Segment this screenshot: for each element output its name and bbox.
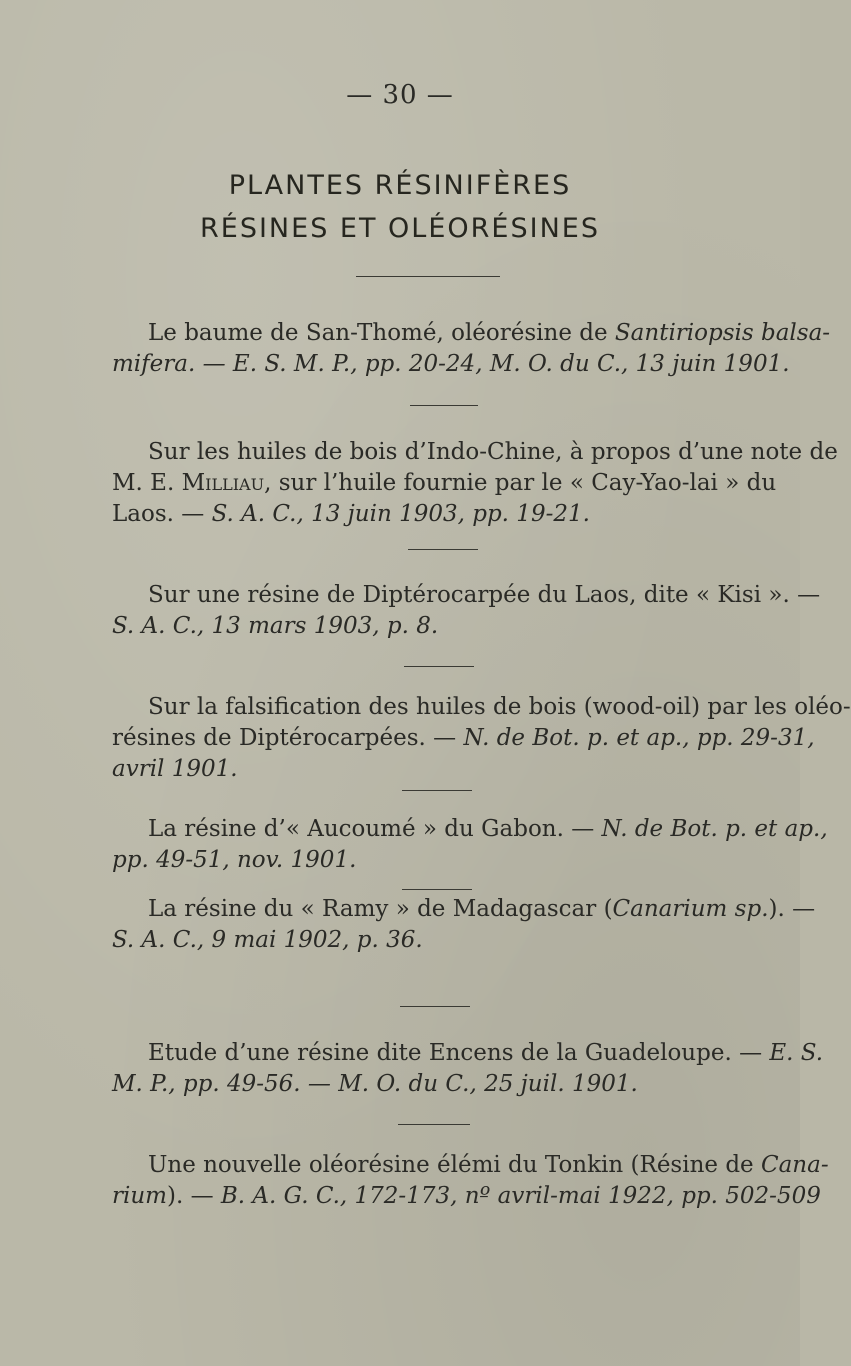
entry-4-line-1: Sur la falsification des huiles de bois (wood-oil) par les oléo- [148, 694, 851, 720]
entry-2-line-2: M. E. Milliau, sur l’huile fournie par le « Cay-Yao-lai » du [112, 470, 777, 496]
entry-4-line-2: résines de Diptérocarpées. — N. de Bot. p. et ap., pp. 29-31, [112, 725, 815, 751]
title-rule [356, 276, 500, 277]
title-line-2: RÉSINES ET OLÉORÉSINES [200, 213, 600, 244]
page-number: — 30 — [346, 80, 454, 110]
entry-2 [112, 437, 838, 530]
entry-5 [112, 814, 828, 876]
entry-5-line-1: La résine d’« Aucoumé » du Gabon. — N. de Bot. p. et ap., [148, 816, 828, 842]
entry-1-line-2: mifera. — E. S. M. P., pp. 20-24, M. O. du C., 13 juin 1901. [112, 351, 790, 377]
separator-rule [402, 790, 472, 791]
title-line-1: PLANTES RÉSINIFÈRES [228, 170, 572, 201]
entry-8 [112, 1150, 829, 1212]
entry-6-line-1: La résine du « Ramy » de Madagascar (Canarium sp.). — [148, 896, 816, 922]
entry-2-line-1: Sur les huiles de bois d’Indo-Chine, à propos d’une note de [148, 439, 838, 465]
entry-7-line-2: M. P., pp. 49-56. — M. O. du C., 25 juil. 1901. [112, 1071, 638, 1097]
entry-3 [112, 580, 821, 642]
entry-3-line-1: Sur une résine de Diptérocarpée du Laos, dite « Kisi ». — [148, 582, 821, 608]
entry-8-line-1: Une nouvelle oléorésine élémi du Tonkin (Résine de Cana- [148, 1152, 829, 1178]
entry-6-line-2: S. A. C., 9 mai 1902, p. 36. [112, 927, 423, 953]
entry-8-line-2: rium). — B. A. G. C., 172-173, nº avril-mai 1922, pp. 502-509 [112, 1183, 821, 1209]
separator-rule [410, 405, 478, 406]
entry-5-line-2: pp. 49-51, nov. 1901. [112, 847, 357, 873]
separator-rule [398, 1124, 470, 1125]
entry-1 [112, 318, 831, 380]
entry-7-line-1: Etude d’une résine dite Encens de la Guadeloupe. — E. S. [148, 1040, 824, 1066]
entry-6 [112, 894, 816, 956]
separator-rule [408, 549, 478, 550]
separator-rule [400, 1006, 470, 1007]
separator-rule [402, 889, 472, 890]
entry-4-line-3: avril 1901. [112, 756, 238, 782]
entry-1-line-1: Le baume de San-Thomé, oléorésine de Santiriopsis balsa- [148, 320, 831, 346]
entry-4 [112, 692, 851, 785]
separator-rule [404, 666, 474, 667]
entry-7 [112, 1038, 824, 1100]
entry-3-line-2: S. A. C., 13 mars 1903, p. 8. [112, 613, 439, 639]
entry-2-line-3: Laos. — S. A. C., 13 juin 1903, pp. 19-21. [112, 501, 590, 527]
